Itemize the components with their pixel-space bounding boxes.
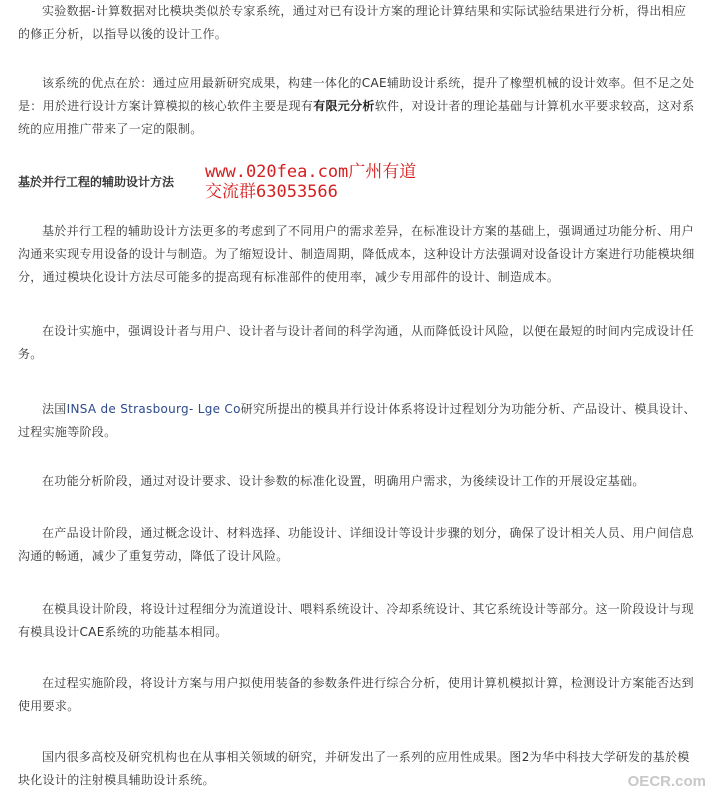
site-watermark: OECR.com (627, 773, 706, 790)
paragraph-product-design (18, 522, 698, 568)
paragraph-communication (18, 320, 698, 366)
fea-link[interactable]: 有限元分析 (313, 99, 375, 113)
stamp-line-2: 交流群63053566 (205, 182, 338, 202)
paragraph-text: 研究所提出的模具并行设计体系将设计过程划分为功能分析、产品设计、模具设计、过程实施等阶段。 (18, 402, 696, 439)
paragraph-text: 在模具设计阶段，将设计过程细分为流道设计、喂料系统设计、冷却系统设计、其它系统设计等部分。这一阶段设计与现有模具设计CAE系统的功能基本相同。 (18, 602, 694, 639)
section-heading: 基於并行工程的辅助设计方法 (18, 175, 175, 189)
paragraph-text: 在过程实施阶段，将设计方案与用户拟使用装备的参数条件进行综合分析，使用计算机模拟计算，检测设计方案能否达到使用要求。 (18, 676, 694, 713)
paragraph-process-implementation (18, 672, 698, 718)
paragraph-text: 软件，对设计者的理论基础与计算机水平要求较高，这对系统的应用推广带来了一定的限制。 (18, 99, 695, 136)
paragraph-domestic-research (18, 746, 698, 792)
paragraph-insa-system (18, 398, 698, 444)
paragraph-comparison-module (18, 0, 698, 46)
paragraph-system-advantages (18, 72, 698, 141)
paragraph-text: 国内很多高校及研究机构也在从事相关领域的研究，并研发出了一系列的应用性成果。图2为华中科技大学研发的基於模块化设计的注射模具辅助设计系统。 (18, 750, 690, 787)
paragraph-function-analysis (18, 470, 698, 493)
paragraph-mold-design (18, 598, 698, 644)
stamp-line-1: www.020fea.com广州有道 (205, 162, 417, 182)
paragraph-text: 基於并行工程的辅助设计方法更多的考虑到了不同用户的需求差异，在标准设计方案的基础上，强调通过功能分析、用户沟通来实现专用设备的设计与制造。为了缩短设计、制造周期，降低成本，这种设计方法强调对设备设计方案进行功能模块细分，通过模块化设计方法尽可能多的提高现有标准部件的使用率，减少专用部件的设计、制造成本。 (18, 224, 695, 284)
paragraph-text: 法国 (42, 402, 67, 416)
paragraph-concurrent-design (18, 220, 698, 289)
institute-name: INSA de Strasbourg- Lge Co (66, 402, 241, 416)
paragraph-text: 在功能分析阶段，通过对设计要求、设计参数的标准化设置，明确用户需求，为後续设计工作的开展设定基础。 (42, 474, 645, 488)
paragraph-text: 该系统的优点在於：通过应用最新研究成果，构建一体化的CAE辅助设计系统，提升了橡塑机械的设计效率。但不足之处是：用於进行设计方案计算模拟的核心软件主要是现有 (18, 76, 695, 113)
paragraph-text: 在设计实施中，强调设计者与用户、设计者与设计者间的科学沟通，从而降低设计风险，以便在最短的时间内完成设计任务。 (18, 324, 694, 361)
watermark-stamp (205, 162, 416, 202)
paragraph-text: 实验数据-计算数据对比模块类似於专家系统，通过对已有设计方案的理论计算结果和实际试验结果进行分析，得出相应的修正分析，以指导以後的设计工作。 (18, 4, 687, 41)
paragraph-text: 在产品设计阶段，通过概念设计、材料选择、功能设计、详细设计等设计步骤的划分，确保了设计相关人员、用户间信息沟通的畅通，减少了重复劳动，降低了设计风险。 (18, 526, 694, 563)
